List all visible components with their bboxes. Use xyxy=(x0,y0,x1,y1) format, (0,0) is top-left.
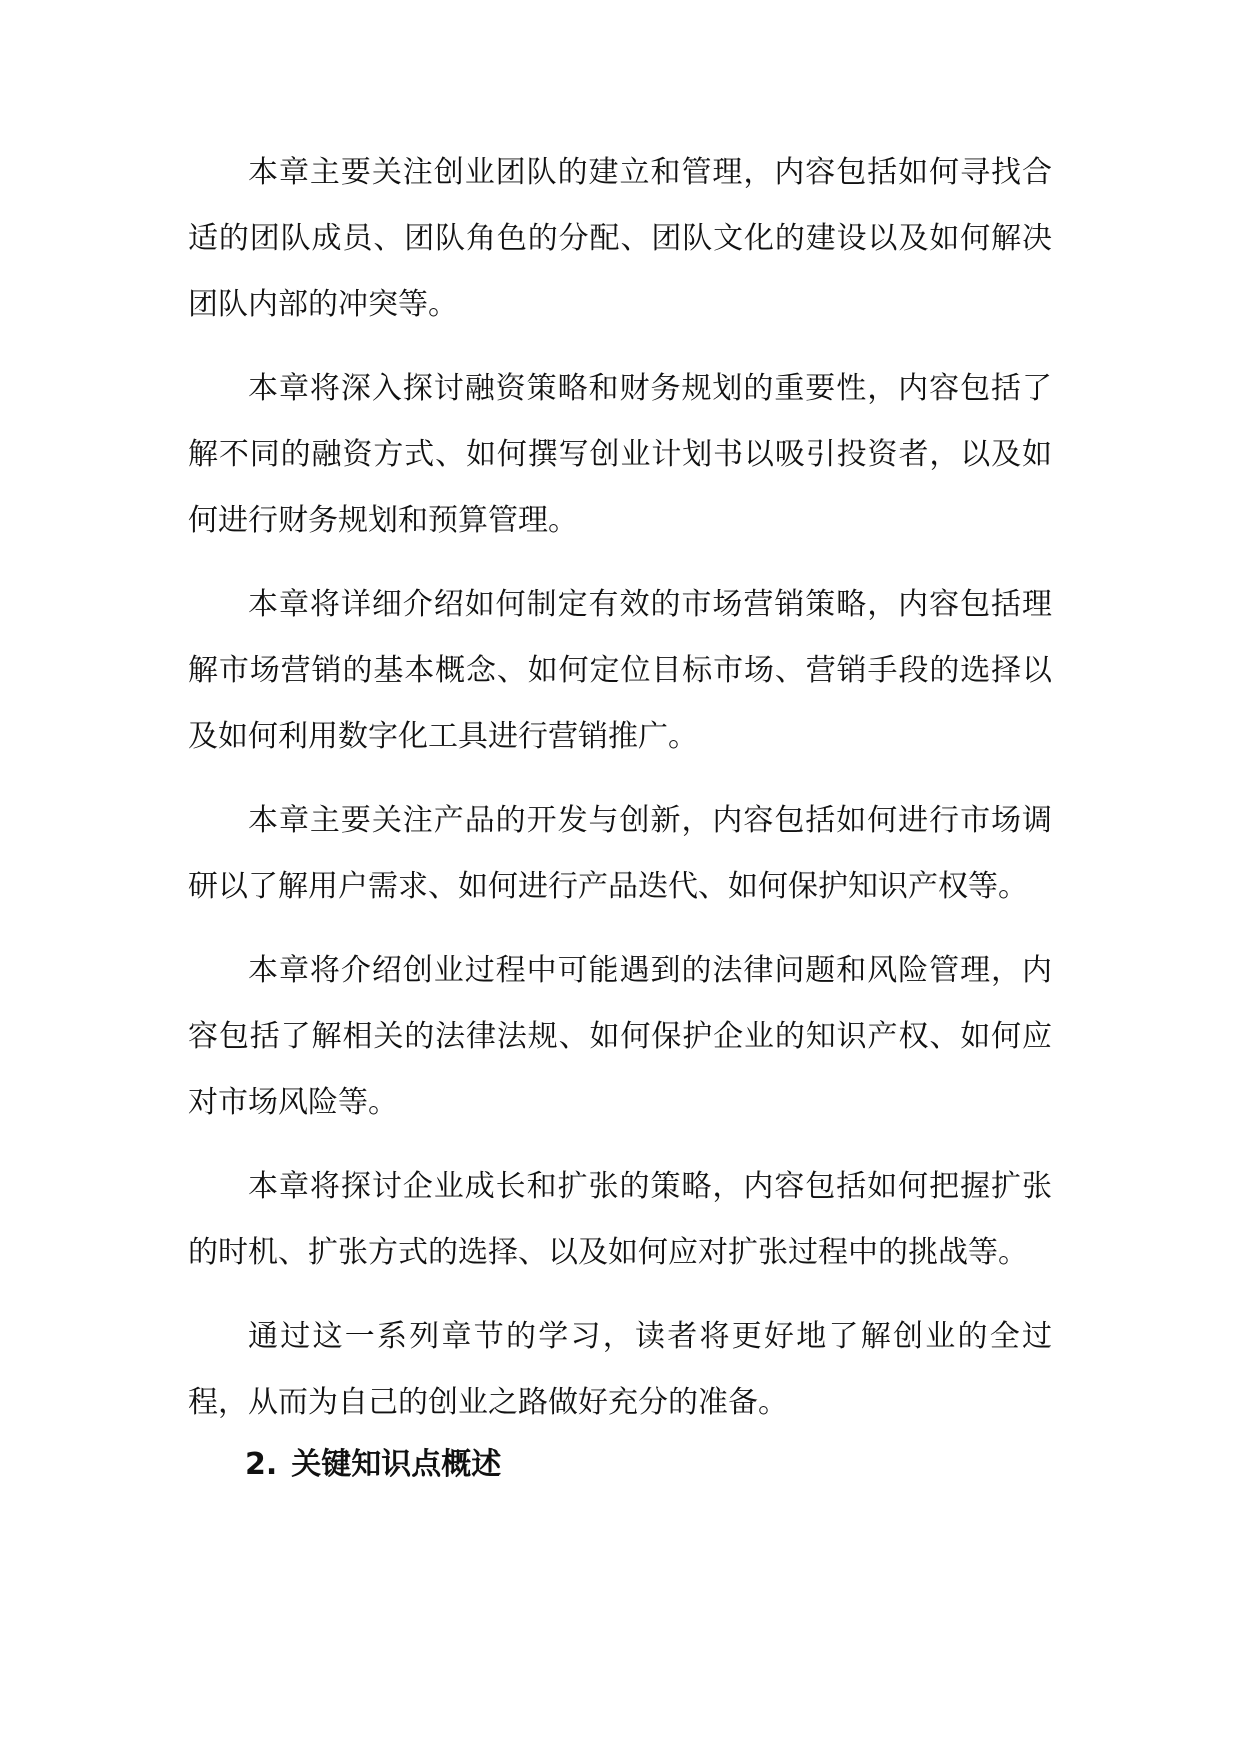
section-heading xyxy=(245,1445,501,1485)
paragraph-legal-risk: 本章将介绍创业过程中可能遇到的法律问题和风险管理，内容包括了解相关的法律法规、如何保护企业的知识产权、如何应对市场风险等。 xyxy=(188,953,1052,1120)
paragraph-marketing: 本章将详细介绍如何制定有效的市场营销策略，内容包括理解市场营销的基本概念、如何定位目标市场、营销手段的选择以及如何利用数字化工具进行营销推广。 xyxy=(188,587,1052,754)
paragraph-growth-expansion: 本章将探讨企业成长和扩张的策略，内容包括如何把握扩张的时机、扩张方式的选择、以及如何应对扩张过程中的挑战等。 xyxy=(188,1169,1052,1270)
paragraph-product-development: 本章主要关注产品的开发与创新，内容包括如何进行市场调研以了解用户需求、如何进行产品迭代、如何保护知识产权等。 xyxy=(188,803,1052,904)
paragraph-financing: 本章将深入探讨融资策略和财务规划的重要性，内容包括了解不同的融资方式、如何撰写创业计划书以吸引投资者，以及如何进行财务规划和预算管理。 xyxy=(188,371,1052,538)
body-text xyxy=(188,140,1052,1454)
paragraph-team-building: 本章主要关注创业团队的建立和管理，内容包括如何寻找合适的团队成员、团队角色的分配、团队文化的建设以及如何解决团队内部的冲突等。 xyxy=(188,155,1052,322)
paragraph-summary: 通过这一系列章节的学习，读者将更好地了解创业的全过程，从而为自己的创业之路做好充分的准备。 xyxy=(188,1319,1052,1420)
section-title: 关键知识点概述 xyxy=(291,1447,502,1482)
section-number: 2. xyxy=(245,1447,278,1482)
